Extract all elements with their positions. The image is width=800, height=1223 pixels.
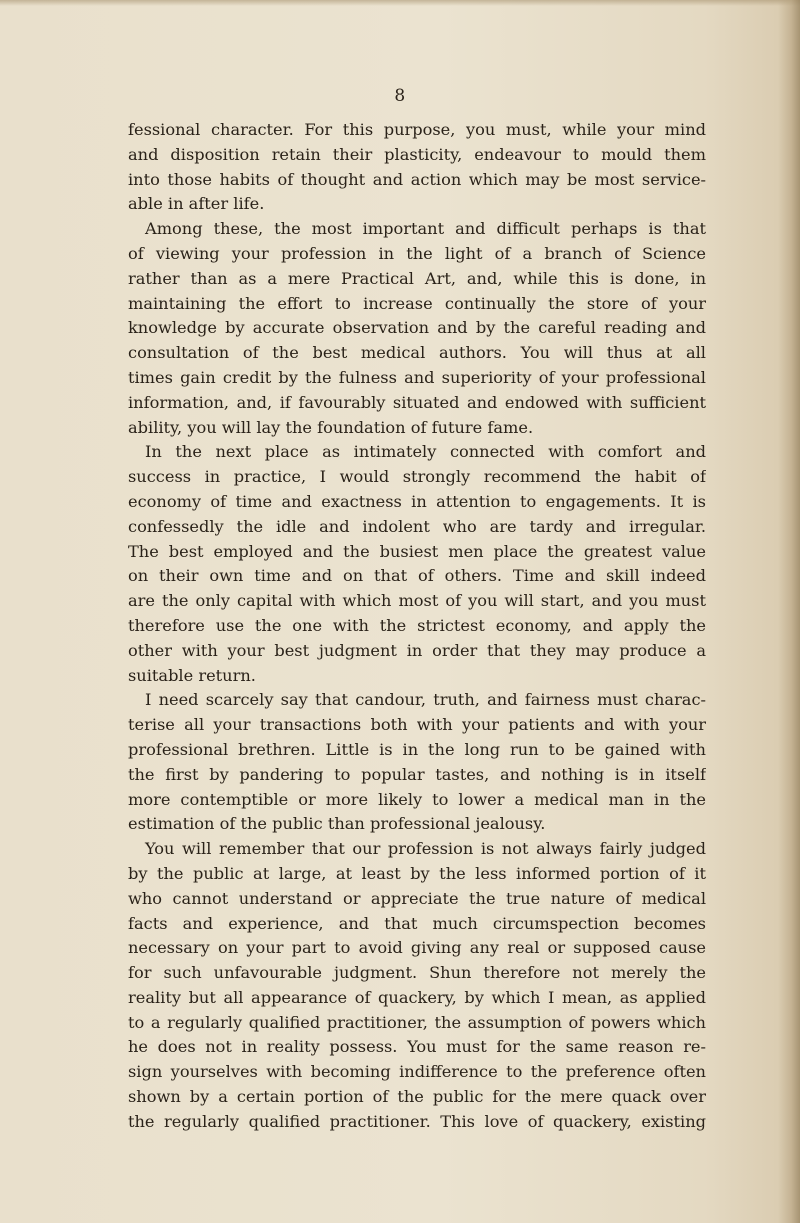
text-line: he does not in reality possess. You must for the same reason re- xyxy=(128,1037,706,1057)
text-line: In the next place as intimately connected with comfort and xyxy=(145,442,706,462)
text-line: Among these, the most important and difficult perhaps is that xyxy=(145,219,706,239)
text-line: the regularly qualified practitioner. This love of quackery, existing xyxy=(128,1111,706,1131)
text-line: the first by pandering to popular tastes, and nothing is in itself xyxy=(128,764,706,784)
text-line: of viewing your profession in the light of a branch of Science xyxy=(128,243,706,263)
page-spine-shadow xyxy=(778,0,800,1223)
text-line: necessary on your part to avoid giving any real or supposed cause xyxy=(128,938,706,958)
text-line: are the only capital with which most of you will start, and you must xyxy=(128,591,706,611)
text-line: by the public at large, at least by the less informed portion of it xyxy=(128,863,706,883)
text-line: suitable return. xyxy=(128,665,256,685)
page-top-shadow xyxy=(0,0,800,6)
text-line: times gain credit by the fulness and superiority of your professional xyxy=(128,367,706,387)
text-line: maintaining the effort to increase continually the store of your xyxy=(128,293,706,313)
text-line: I need scarcely say that candour, truth, and fairness must charac- xyxy=(145,690,706,710)
text-line: reality but all appearance of quackery, by which I mean, as applied xyxy=(128,987,706,1007)
text-line: professional brethren. Little is in the long run to be gained with xyxy=(128,739,706,759)
text-line: fessional character. For this purpose, you must, while your mind xyxy=(128,120,706,139)
text-line: other with your best judgment in order that they may produce a xyxy=(128,640,706,660)
text-line: ability, you will lay the foundation of future fame. xyxy=(128,417,534,437)
text-line: into those habits of thought and action which may be most service- xyxy=(128,169,706,189)
text-line: rather than as a mere Practical Art, and, while this is done, in xyxy=(128,268,706,288)
body-text xyxy=(128,118,706,1135)
text-line: more contemptible or more likely to lower a medical man in the xyxy=(128,789,706,809)
text-line: shown by a certain portion of the public for the mere quack over xyxy=(128,1087,706,1107)
text-line: and disposition retain their plasticity, endeavour to mould them xyxy=(128,144,706,164)
text-line: therefore use the one with the strictest economy, and apply the xyxy=(128,615,706,635)
text-line: on their own time and on that of others. Time and skill indeed xyxy=(128,566,706,586)
text-line: facts and experience, and that much circumspection becomes xyxy=(128,913,706,933)
text-line: economy of time and exactness in attention to engagements. It is xyxy=(128,491,706,511)
text-line: sign yourselves with becoming indifference to the preference often xyxy=(128,1062,706,1082)
text-line: able in after life. xyxy=(128,194,265,214)
text-line: information, and, if favourably situated and endowed with sufficient xyxy=(128,392,706,412)
page-number: 8 xyxy=(394,86,406,106)
text-line: who cannot understand or appreciate the true nature of medical xyxy=(128,888,706,908)
text-line: success in practice, I would strongly recommend the habit of xyxy=(128,467,706,487)
text-line: knowledge by accurate observation and by the careful reading and xyxy=(128,318,706,338)
text-line: The best employed and the busiest men place the greatest value xyxy=(128,541,706,561)
text-line: confessedly the idle and indolent who are tardy and irregular. xyxy=(128,516,706,536)
text-line: to a regularly qualified practitioner, the assumption of powers which xyxy=(128,1012,706,1032)
text-line: You will remember that our profession is not always fairly judged xyxy=(145,839,706,859)
text-line: terise all your transactions both with your patients and with your xyxy=(128,715,706,735)
text-line: consultation of the best medical authors. You will thus at all xyxy=(128,343,706,363)
text-line: for such unfavourable judgment. Shun therefore not merely the xyxy=(128,963,706,983)
text-line: estimation of the public than professional jealousy. xyxy=(128,814,546,834)
